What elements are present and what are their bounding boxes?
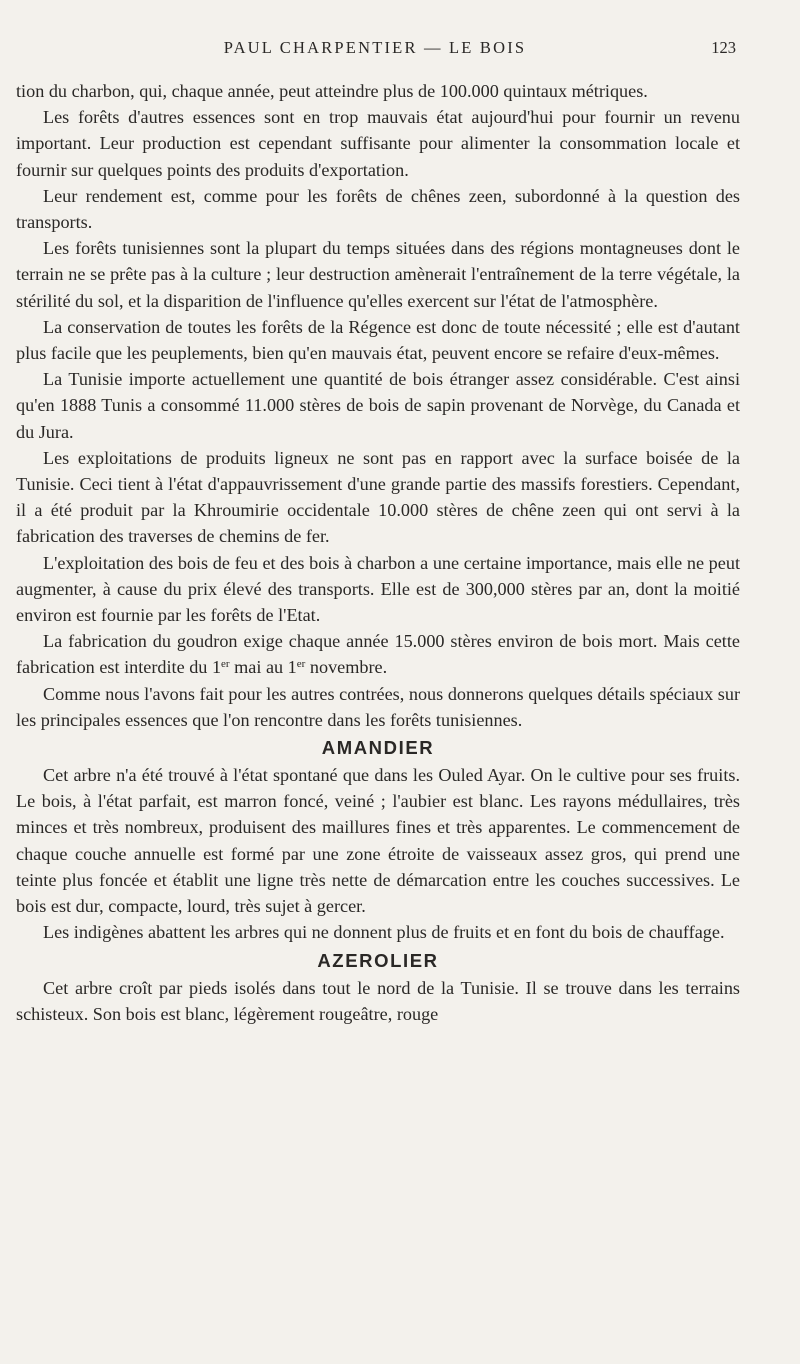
paragraph: Les indigènes abattent les arbres qui ne donnent plus de fruits et en font du bois de chauffage.	[43, 922, 725, 943]
paragraph	[16, 628, 740, 680]
paragraph: Comme nous l'avons fait pour les autres contrées, nous donnerons quelques détails spéciaux sur les principales essences que l'on rencontre dans les forêts tunisiennes.	[16, 683, 740, 730]
page-number: 123	[711, 38, 736, 57]
running-title: PAUL CHARPENTIER — LE BOIS	[223, 38, 527, 57]
superscript: er	[221, 658, 230, 671]
paragraph: Les forêts tunisiennes sont la plupart du temps situées dans des régions montagneuses dont le terrain ne se prête pas à la culture ; leur destruction amènerait l'entraînement de la terre végétale, la stérilité du sol, et la disparition de l'influence qu'elles exercent sur l'état de l'atmosphère.	[16, 238, 740, 311]
running-header	[14, 37, 736, 61]
section-heading-amandier: AMANDIER	[321, 737, 435, 759]
paragraph: La Tunisie importe actuellement une quantité de bois étranger assez considérable. C'est ainsi qu'en 1888 Tunis a consommé 11.000 stères de bois de sapin provenant de Norvège, du Canada et du Jura.	[16, 369, 740, 442]
section-heading-azerolier: AZEROLIER	[317, 949, 439, 971]
paragraph-text: mai au 1	[229, 657, 297, 678]
paragraph: L'exploitation des bois de feu et des bois à charbon a une certaine importance, mais elle ne peut augmenter, à cause du prix élevé des transports. Elle est de 300,000 stères par an, dont la moitié environ est fournie par les forêts de l'Etat.	[16, 552, 740, 626]
paragraph: Leur rendement est, comme pour les forêts de chênes zeen, subordonné à la question des transports.	[16, 185, 740, 233]
body-text	[16, 78, 740, 1027]
paragraph: Cet arbre croît par pieds isolés dans tout le nord de la Tunisie. Il se trouve dans les terrains schisteux. Son bois est blanc, légèrement rougeâtre, rouge	[16, 977, 740, 1024]
paragraph: Les forêts d'autres essences sont en trop mauvais état aujourd'hui pour fournir un revenu important. Leur production est cependant suffisante pour alimenter la consommation locale et fournir sur quelques points des produits d'exportation.	[16, 107, 740, 180]
paragraph: tion du charbon, qui, chaque année, peut atteindre plus de 100.000 quintaux métriques.	[16, 81, 648, 101]
paragraph-text: novembre.	[305, 657, 388, 678]
paragraph: Les exploitations de produits ligneux ne sont pas en rapport avec la surface boisée de la Tunisie. Ceci tient à l'état d'appauvrissement d'une grande partie des massifs forestiers. Cependant, il a été produit par la Khroumirie occidentale 10.000 stères de chêne zeen qui ont servi à la fabrication des traverses de chemins de fer.	[16, 447, 740, 547]
paragraph-text: La fabrication du goudron exige chaque année 15.000 stères environ de bois mort. Mais cette fabrication est interdite du 1	[16, 631, 740, 678]
paragraph: La conservation de toutes les forêts de la Régence est donc de toute nécessité ; elle est d'autant plus facile que les peuplements, bien qu'en mauvais état, peuvent encore se refaire d'eux-mêmes.	[16, 316, 740, 364]
superscript: er	[296, 658, 306, 671]
paragraph: Cet arbre n'a été trouvé à l'état spontané que dans les Ouled Ayar. On le cultive pour ses fruits. Le bois, à l'état parfait, est marron foncé, veiné ; l'aubier est blanc. Les rayons médullaires, très minces et très nombreux, produisent des maillures fines et très apparentes. Le commencement de chaque couche annuelle est formé par une zone étroite de vaisseaux assez gros, qui prend une teinte plus foncée et établit une ligne très nette de démarcation entre les couches successives. Le bois est dur, compacte, lourd, très sujet à gercer.	[16, 765, 740, 917]
